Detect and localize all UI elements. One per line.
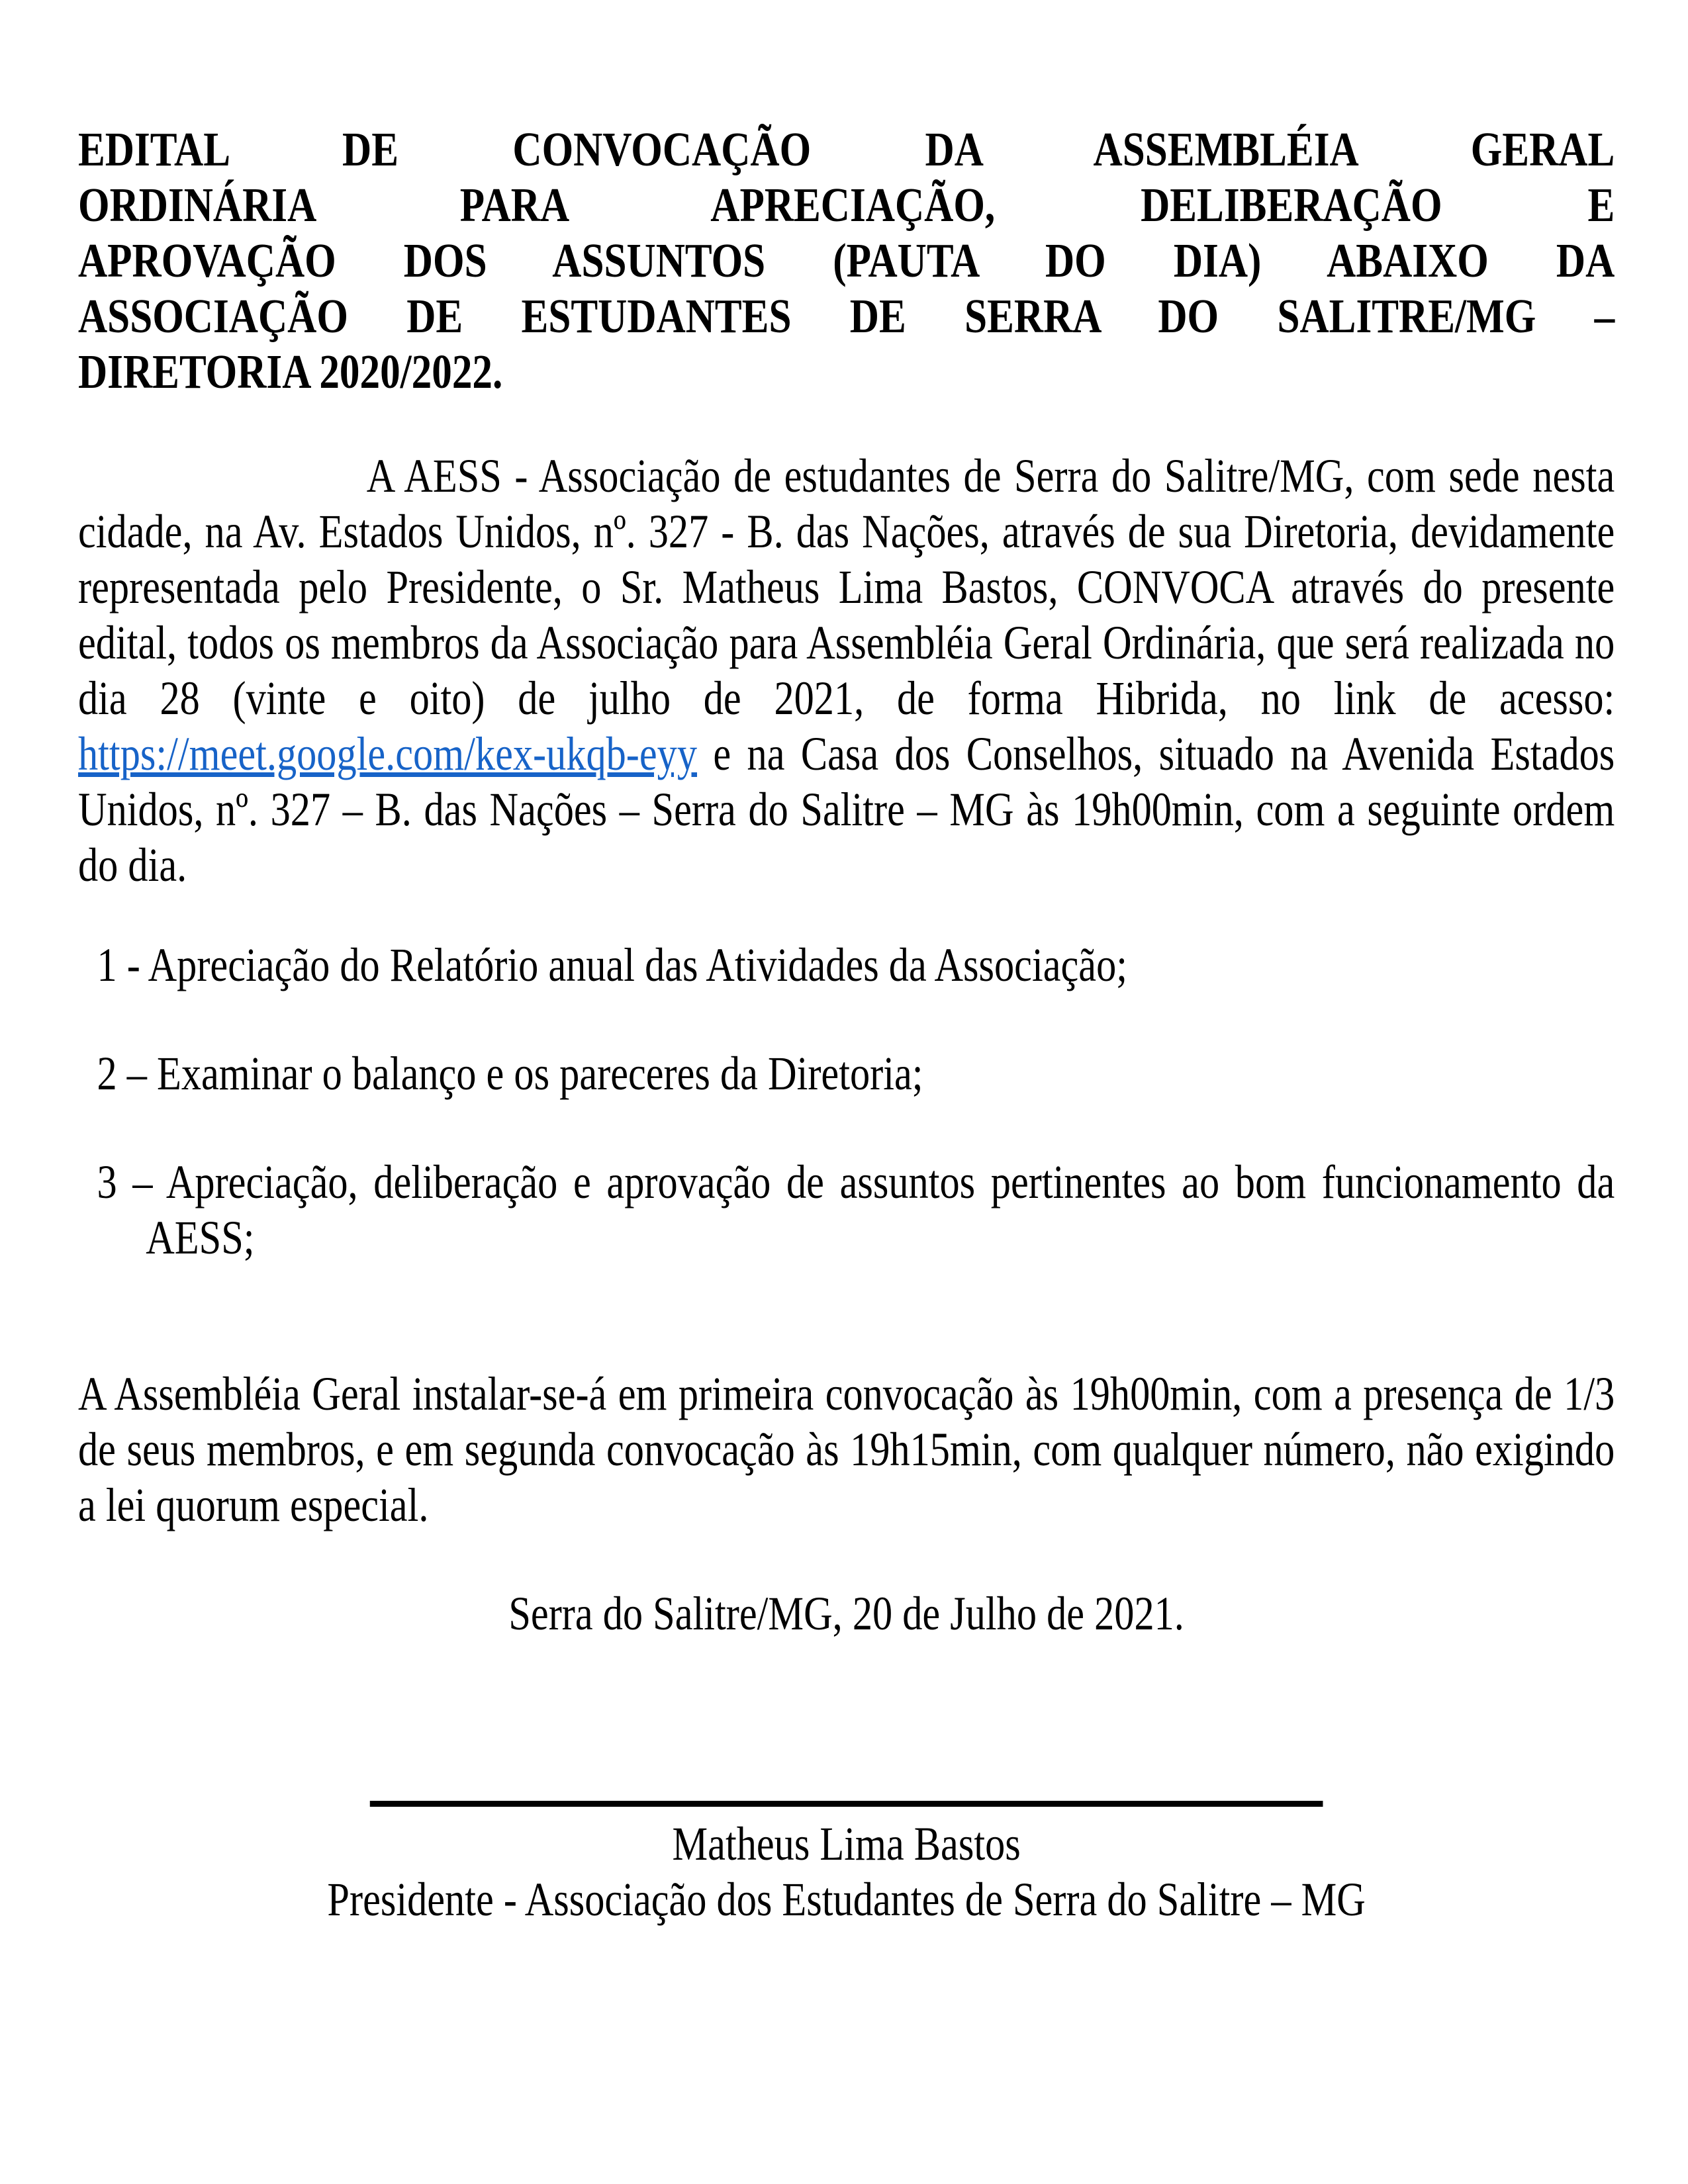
agenda-item-1: 1 - Apreciação do Relatório anual das Atividades da Associação; — [97, 938, 1128, 991]
heading-line-2: ORDINÁRIA PARA APRECIAÇÃO, DELIBERAÇÃO E — [78, 178, 1615, 232]
quorum-paragraph: A Assembléia Geral instalar-se-á em primeira convocação às 19h00min, com a presença de 1/3 de seus membros, e em segunda convocação às 19h15min, com qualquer número, não exigindo a lei quorum especial. — [78, 1367, 1615, 1531]
date-line: Serra do Salitre/MG, 20 de Julho de 2021. — [508, 1587, 1184, 1640]
heading-line-3: APROVAÇÃO DOS ASSUNTOS (PAUTA DO DIA) ABAIXO DA — [78, 234, 1615, 287]
signer-title: Presidente - Associação dos Estudantes de Serra do Salitre – MG — [327, 1873, 1366, 1926]
agenda-item-2: 2 – Examinar o balanço e os pareceres da Diretoria; — [97, 1047, 923, 1100]
signature-rule — [370, 1801, 1323, 1807]
heading-line-1: EDITAL DE CONVOCAÇÃO DA ASSEMBLÉIA GERAL — [78, 122, 1615, 176]
edital-heading — [78, 122, 1615, 400]
convocation-text-before-link: A AESS - Associação de estudantes de Serra do Salitre/MG, com sede nesta cidade, na Av. Estados Unidos, nº. 327 - B. das Nações, através de sua Diretoria, devidamente representada pelo Presidente, o Sr. Matheus Lima Bastos, CONVOCA através do presente edital, todos os membros da Associação para Assembléia Geral Ordinária, que será realizada no dia 28 (vinte e oito) de julho de 2021, de forma Hibrida, no link de acesso: — [78, 449, 1615, 725]
convocation-paragraph — [78, 448, 1615, 893]
google-meet-link[interactable]: https://meet.google.com/kex-ukqb-eyy — [78, 727, 698, 780]
signature-block — [78, 1816, 1615, 1927]
heading-line-5: DIRETORIA 2020/2022. — [78, 345, 503, 398]
document-content — [78, 0, 1615, 1927]
signer-name: Matheus Lima Bastos — [672, 1817, 1021, 1870]
heading-line-4: ASSOCIAÇÃO DE ESTUDANTES DE SERRA DO SALITRE/MG – — [78, 289, 1615, 343]
agenda-item-3: 3 – Apreciação, deliberação e aprovação de assuntos pertinentes ao bom funcionamento da AESS; — [97, 1156, 1615, 1264]
convocation-text-after-link: e na Casa dos Conselhos, situado na Avenida Estados Unidos, nº. 327 – B. das Nações – Serra do Salitre – MG às 19h00min, com a seguinte ordem do dia. — [78, 727, 1615, 891]
